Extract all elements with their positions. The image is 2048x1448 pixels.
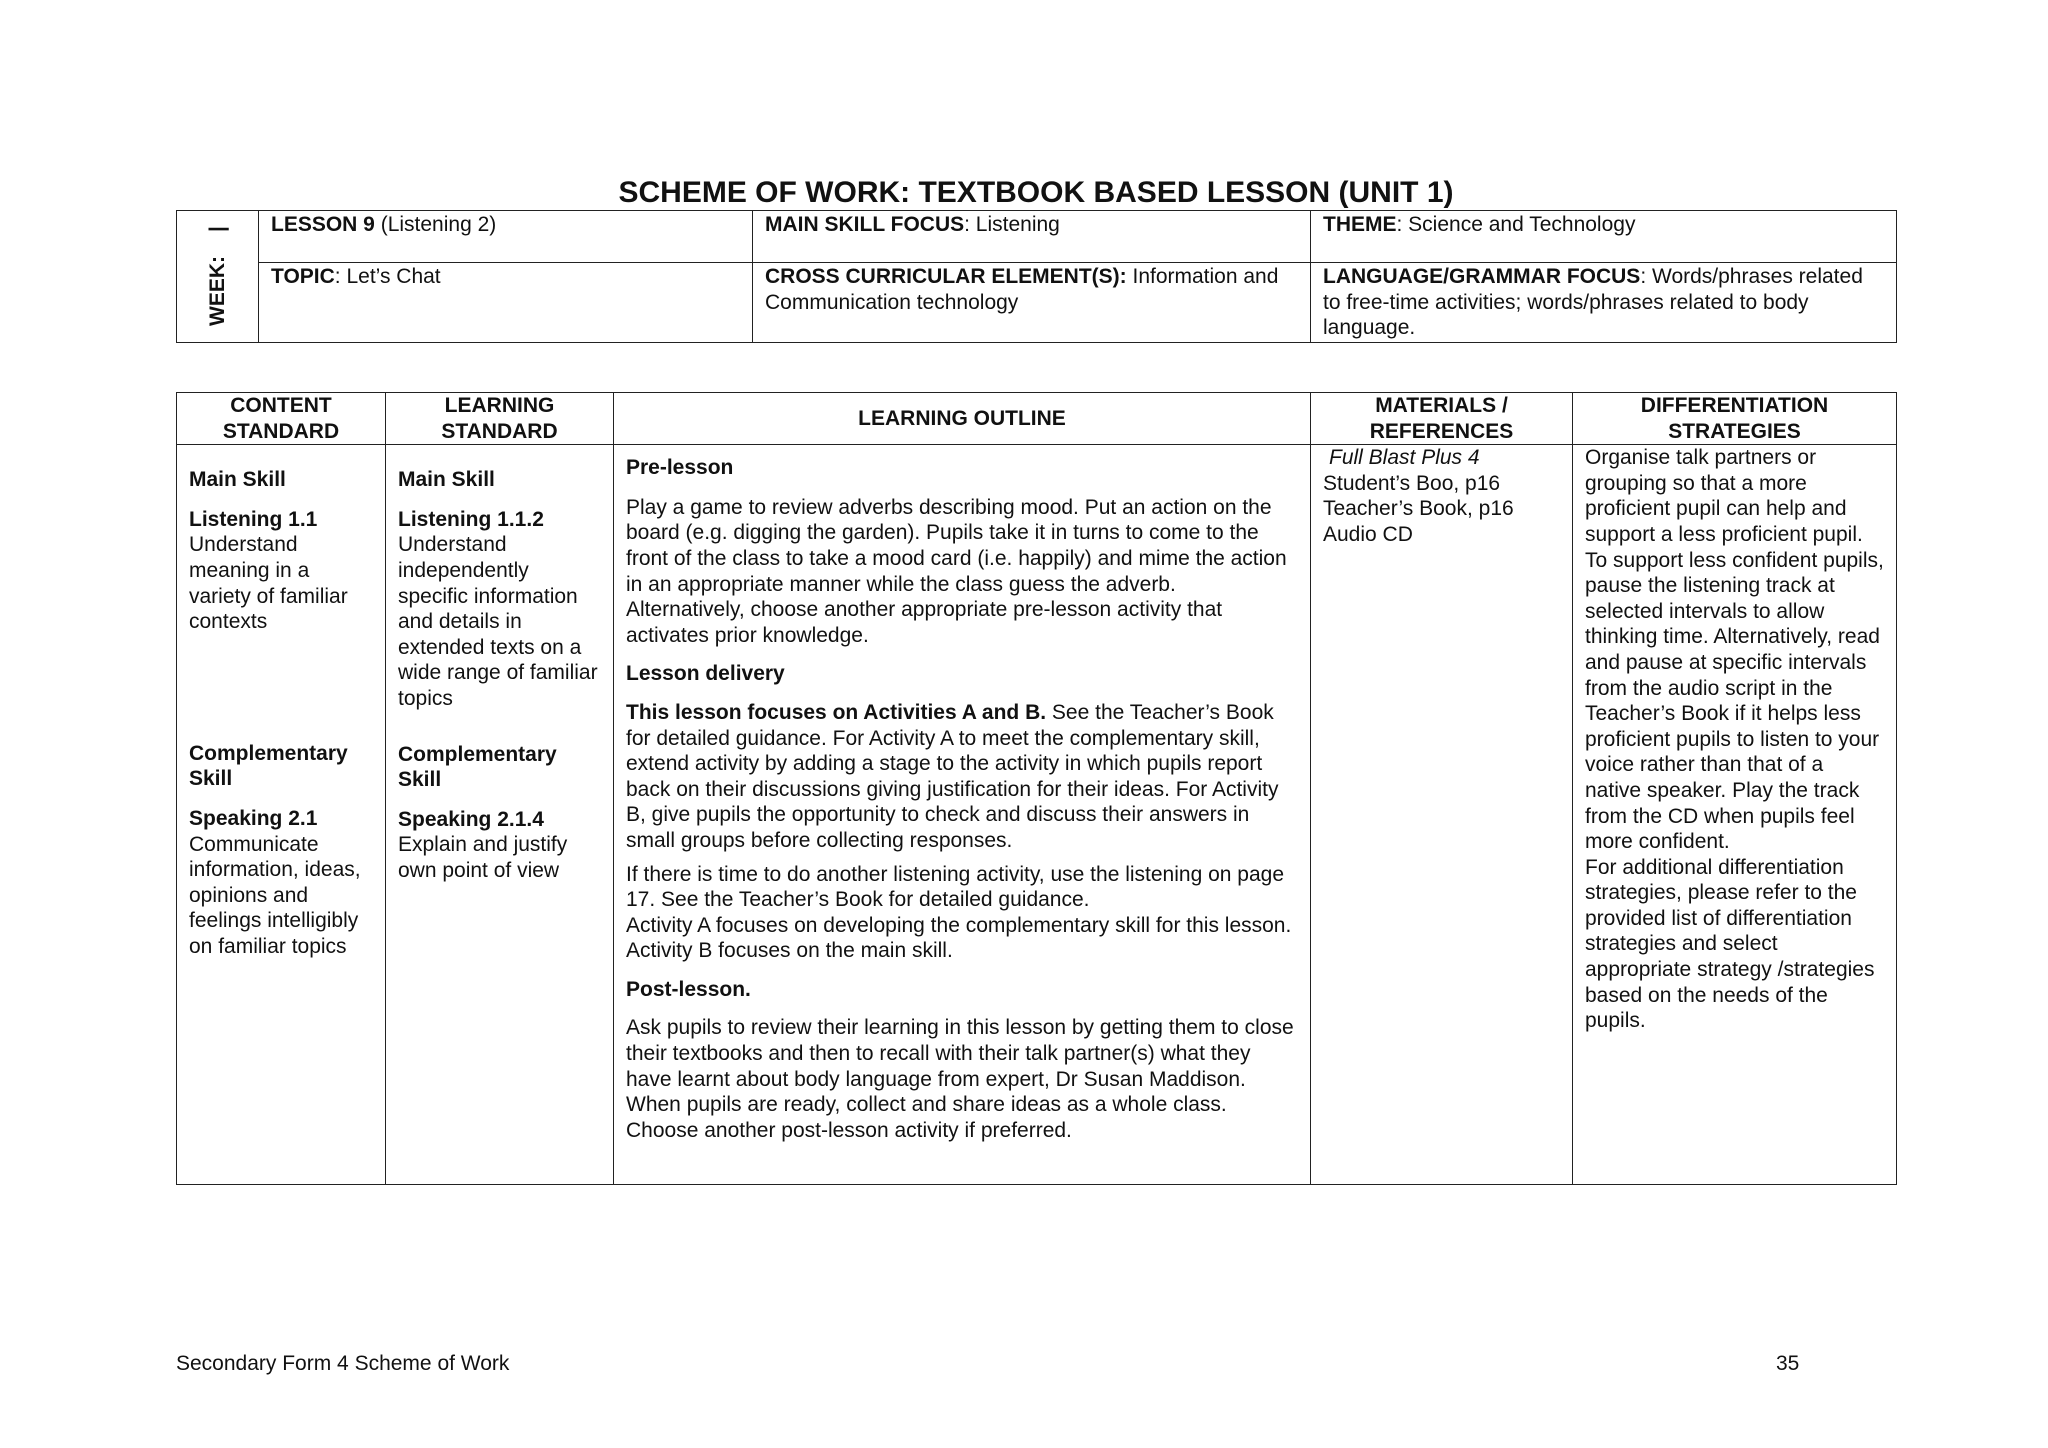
language-focus-label: LANGUAGE/GRAMMAR FOCUS: [1323, 265, 1641, 288]
pre-lesson-heading: Pre-lesson: [626, 456, 734, 480]
column-header-content-standard: CONTENT STANDARD: [177, 393, 386, 445]
activity-focus-text: Activity A focuses on developing the complementary skill for this lesson. Activity B focuses on the main skill.: [626, 913, 1292, 963]
topic-cell: [259, 263, 753, 343]
skill-focus-label: MAIN SKILL FOCUS: [765, 213, 965, 236]
theme-label: THEME: [1323, 213, 1397, 236]
learning-complementary-heading: Complementary Skill: [398, 742, 557, 792]
content-complementary-heading: Complementary Skill: [189, 741, 348, 791]
column-header-differentiation: DIFFERENTIATION STRATEGIES: [1573, 393, 1897, 445]
theme-cell: [1311, 211, 1897, 263]
skill-focus-cell: [753, 211, 1311, 263]
content-complementary-code: Speaking 2.1: [189, 806, 318, 830]
language-focus-value: : Words/phrases related to free-time activities; words/phrases related to body language.: [1323, 265, 1863, 340]
post-lesson-text: Ask pupils to review their learning in this lesson by getting them to close their textbooks and then to recall with their talk partner(s) what they have learnt about body language from expert, Dr Susan Maddison. When pupils are ready, collect and share ideas as a whole class. Choose another post-lesson activity if preferred.: [626, 1016, 1294, 1142]
materials-item: Audio CD: [1323, 522, 1413, 546]
lesson-value: (Listening 2): [374, 213, 497, 236]
learning-outline-cell: [614, 445, 1311, 1185]
lesson-label: LESSON 9: [271, 213, 375, 236]
content-main-skill-code: Listening 1.1: [189, 507, 318, 531]
learning-complementary-code: Speaking 2.1.4: [398, 807, 544, 831]
column-header-learning-outline: LEARNING OUTLINE: [614, 393, 1311, 445]
learning-complementary-text: Explain and justify own point of view: [398, 833, 568, 882]
topic-value: : Let’s Chat: [334, 265, 441, 288]
week-value: |: [205, 226, 229, 233]
differentiation-cell: [1573, 445, 1897, 1185]
lesson-delivery-focus: This lesson focuses on Activities A and B.: [626, 700, 1047, 724]
skill-focus-value: : Listening: [964, 213, 1060, 236]
differentiation-text-additional: For additional differentiation strategies, please refer to the provided list of differentiation strategies and select appropriate strategy /strategies based on the needs of the pupils.: [1585, 855, 1875, 1033]
learning-main-skill-heading: Main Skill: [398, 468, 495, 492]
lesson-header-table: [176, 210, 1897, 343]
footer-document-title: Secondary Form 4 Scheme of Work: [176, 1352, 510, 1375]
page-number: 35: [1776, 1352, 1800, 1375]
lesson-delivery-text: See the Teacher’s Book for detailed guidance. For Activity A to meet the complementary skill, extend activity by adding a stage to the activity in which pupils report back on their discussions giving justification for their ideas. For Activity B, give pupils the opportunity to check and discuss their answers in small groups before collecting responses.: [626, 700, 1279, 852]
topic-label: TOPIC: [271, 265, 335, 288]
learning-standard-cell: [386, 445, 614, 1185]
post-lesson-heading: Post-lesson.: [626, 977, 751, 1001]
pre-lesson-text: Play a game to review adverbs describing mood. Put an action on the board (e.g. digging the garden). Pupils take it in turns to come to the front of the class to take a mood card (i.e. happily) and mime the action in an appropriate manner while the class guess the adverb. Alternatively, choose another appropriate pre-lesson activity that activates prior knowledge.: [626, 495, 1287, 647]
cross-curricular-cell: [753, 263, 1311, 343]
cross-curricular-label: CROSS CURRICULAR ELEMENT(S):: [765, 265, 1127, 288]
column-header-learning-standard: LEARNING STANDARD: [386, 393, 614, 445]
content-standard-cell: [177, 445, 386, 1185]
lesson-delivery-paragraph: [626, 700, 1298, 854]
theme-value: : Science and Technology: [1396, 213, 1636, 236]
week-label: WEEK:: [205, 256, 229, 327]
column-header-materials: MATERIALS / REFERENCES: [1311, 393, 1573, 445]
language-focus-cell: [1311, 263, 1897, 343]
learning-main-skill-code: Listening 1.1.2: [398, 507, 544, 531]
materials-cell: [1311, 445, 1573, 1185]
learning-main-skill-text: Understand independently specific information and details in extended texts on a wide range of familiar topics: [398, 533, 598, 710]
week-label-rotated: [205, 226, 231, 326]
differentiation-text: Organise talk partners or grouping so that a more proficient pupil can help and support a less proficient pupil. To support less confident pupils, pause the listening track at selected intervals to allow thinking time. Alternatively, read and pause at specific intervals from the audio script in the Teacher’s Book if it helps less proficient pupils to listen to your voice rather than that of a native speaker. Play the track from the CD when pupils feel more confident.: [1585, 446, 1884, 854]
lesson-delivery-heading: Lesson delivery: [626, 662, 785, 686]
content-complementary-text: Communicate information, ideas, opinions and feelings intelligibly on familiar topics: [189, 832, 361, 958]
page-title: SCHEME OF WORK: TEXTBOOK BASED LESSON (UNIT 1): [618, 176, 1454, 209]
content-main-skill-text: Understand meaning in a variety of familiar contexts: [189, 533, 348, 634]
materials-book-title: Full Blast Plus 4: [1329, 446, 1480, 470]
content-main-skill-heading: Main Skill: [189, 468, 286, 492]
lesson-plan-table: [176, 392, 1897, 1185]
week-cell: [177, 211, 259, 343]
extra-listening-text: If there is time to do another listening activity, use the listening on page 17. See the Teacher’s Book for detailed guidance.: [626, 862, 1284, 912]
materials-item: Teacher’s Book, p16: [1323, 497, 1514, 521]
lesson-cell: [259, 211, 753, 263]
materials-item: Student’s Boo, p16: [1323, 471, 1501, 495]
cross-curricular-value: Information and Communication technology: [765, 265, 1279, 314]
